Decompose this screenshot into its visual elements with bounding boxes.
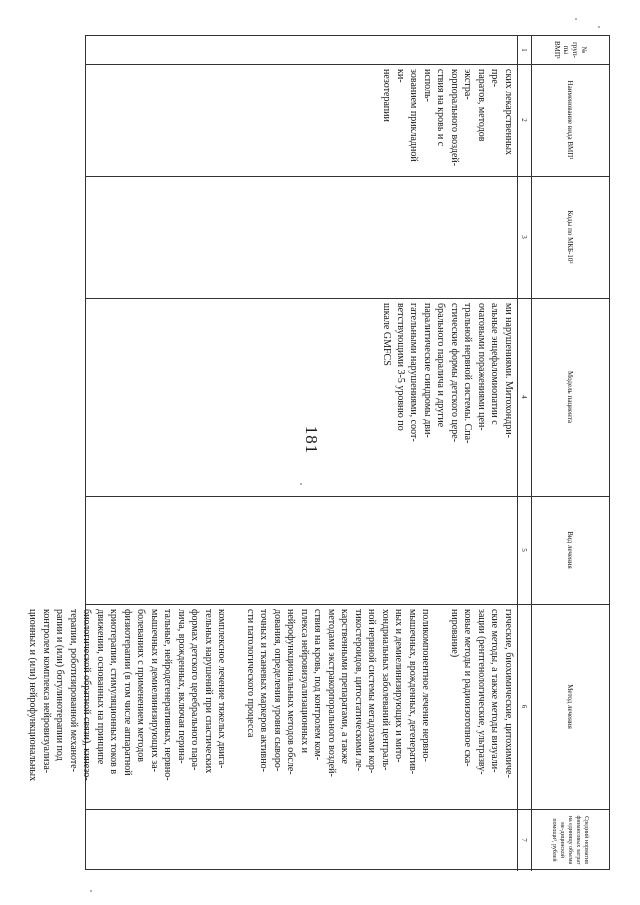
text-line: хондриальных заболеваний централь-	[380, 609, 391, 771]
text-line: тральной нервной системы. Спа-	[462, 303, 474, 444]
column-divider	[86, 298, 609, 299]
column-number: 6	[520, 704, 528, 709]
column-number: 4	[520, 395, 528, 399]
text-line: мышечных и демиелинизирующих за-	[149, 609, 160, 772]
header-group-number: № груп-пы ВМП¹	[553, 40, 588, 60]
text-line: корпорального воздей-	[449, 69, 460, 167]
text-line: стические формы детского цере-	[449, 303, 460, 443]
text-line: терапии, роботизированной механоте-	[68, 609, 79, 773]
column-number: 2	[520, 118, 528, 122]
header-treatment-method: Метод лечения	[566, 684, 575, 729]
header-icd-codes: Коды по МКБ-10²	[566, 210, 575, 264]
column-number: 5	[520, 548, 528, 552]
column-divider	[86, 64, 609, 65]
column-number: 7	[520, 838, 528, 842]
text-line: физиотерапии (в том числе аппаратной	[122, 609, 133, 776]
text-line: незотерапии	[381, 69, 393, 122]
cell-vmp-name	[378, 64, 517, 176]
method-paragraph	[244, 609, 433, 804]
header-vmp-name: Наименование вида ВМП¹	[566, 80, 575, 160]
text-line: контролем комплекса нейровизуализа-	[41, 609, 52, 774]
text-line: дования, определения уровня сыворо-	[272, 609, 283, 772]
scan-speck	[598, 26, 600, 28]
text-line: паратов, методов экстра-	[462, 69, 487, 142]
text-line: гательными нарушениями, соот-	[408, 303, 420, 442]
text-line: комплексное лечение тяжелых двига-	[216, 609, 228, 769]
table-header-row	[531, 36, 609, 871]
text-line: сти патологического процесса	[245, 609, 256, 738]
text-line: ковые методы и радиоизотопное ска-	[462, 609, 474, 767]
text-line: зованием прикладной ки-	[395, 69, 420, 162]
text-line: ционных и (или) нейрофункциональных	[27, 609, 39, 782]
text-line: рапии и (или) ботулинотерапии под	[54, 609, 66, 761]
method-paragraph	[26, 609, 229, 804]
header-average-cost: Средний норматив финансовых затрат на единицу объема ме-дицинской помощи³, рублей	[551, 815, 589, 865]
column-number: 1	[520, 48, 528, 52]
column-divider	[86, 809, 609, 810]
column-divider	[86, 496, 609, 497]
text-line: тикостероидов, цитостатическими ле-	[353, 609, 364, 772]
text-line: плекса нейровизуализационных и	[299, 609, 310, 753]
header-patient-model: Модель пациента	[566, 371, 575, 423]
text-line: нирование)	[449, 609, 460, 658]
scan-speck	[90, 890, 92, 892]
header-treatment-type: Вид лечения	[566, 531, 575, 569]
text-line: ствия на кровь, под контролем ком-	[312, 609, 324, 761]
text-line: ствия на кровь и с исполь-	[422, 69, 447, 147]
cell-treatment-method	[24, 604, 517, 809]
text-line: ной нервной системы мегадозами кор-	[366, 609, 378, 774]
text-line: болеваниях с применением методов	[135, 609, 147, 762]
text-line: тельных нарушений при спастических	[203, 609, 214, 774]
text-line: очаговыми поражениями цен-	[476, 303, 487, 431]
text-line: тальные, нейродегенеративных, нервно-	[162, 609, 174, 781]
text-line: биологической обратной связи), кинезо-	[81, 609, 93, 781]
text-line: поликомпонентное лечение нервно-	[420, 609, 432, 762]
text-line: нейрофункциональных методов обсле-	[285, 609, 297, 775]
text-line: ветствующими 3-5 уровню по	[395, 303, 406, 431]
text-line: зации (рентгенологические, ультразву-	[476, 609, 487, 775]
text-line: шкале GMFCS	[381, 303, 393, 366]
text-line: лича, врожденных, включая перина-	[176, 609, 187, 764]
text-line: альные энцефаломиопатии с	[489, 303, 501, 425]
text-line: паралитические синдромы дви-	[422, 303, 433, 438]
text-line: карственными препаратами, а также	[339, 609, 351, 764]
scan-speck	[300, 483, 302, 485]
text-line: ных и демиелинизирующих и мито-	[393, 609, 405, 763]
scan-speck	[575, 18, 577, 20]
text-line: гические, биохимические, цитохимиче-	[503, 609, 514, 778]
text-line: формах детского церебрального пара-	[189, 609, 201, 771]
column-number: 3	[520, 235, 528, 239]
text-line: ских лекарственных пре-	[489, 69, 514, 156]
column-divider	[86, 176, 609, 177]
cell-patient-model	[378, 298, 517, 496]
text-line: движении, основанных на принципе	[95, 609, 106, 765]
page-number: 181	[302, 425, 321, 455]
text-line: криотерапии, стимуляционных токов в	[108, 609, 120, 775]
text-line: мышечных, врожденных, дегенератив-	[407, 609, 418, 775]
text-line: ские методы, а также методы визуали-	[489, 609, 501, 773]
method-paragraph	[448, 609, 516, 804]
vmp-table	[27, 35, 610, 870]
text-line: методами экстракорпорального воздей-	[326, 609, 337, 777]
text-line: ми нарушениями. Митохондри-	[503, 303, 514, 438]
text-line: точных и тканевых маркеров активно-	[258, 609, 270, 772]
text-line: брального паралича и другие	[435, 303, 447, 428]
